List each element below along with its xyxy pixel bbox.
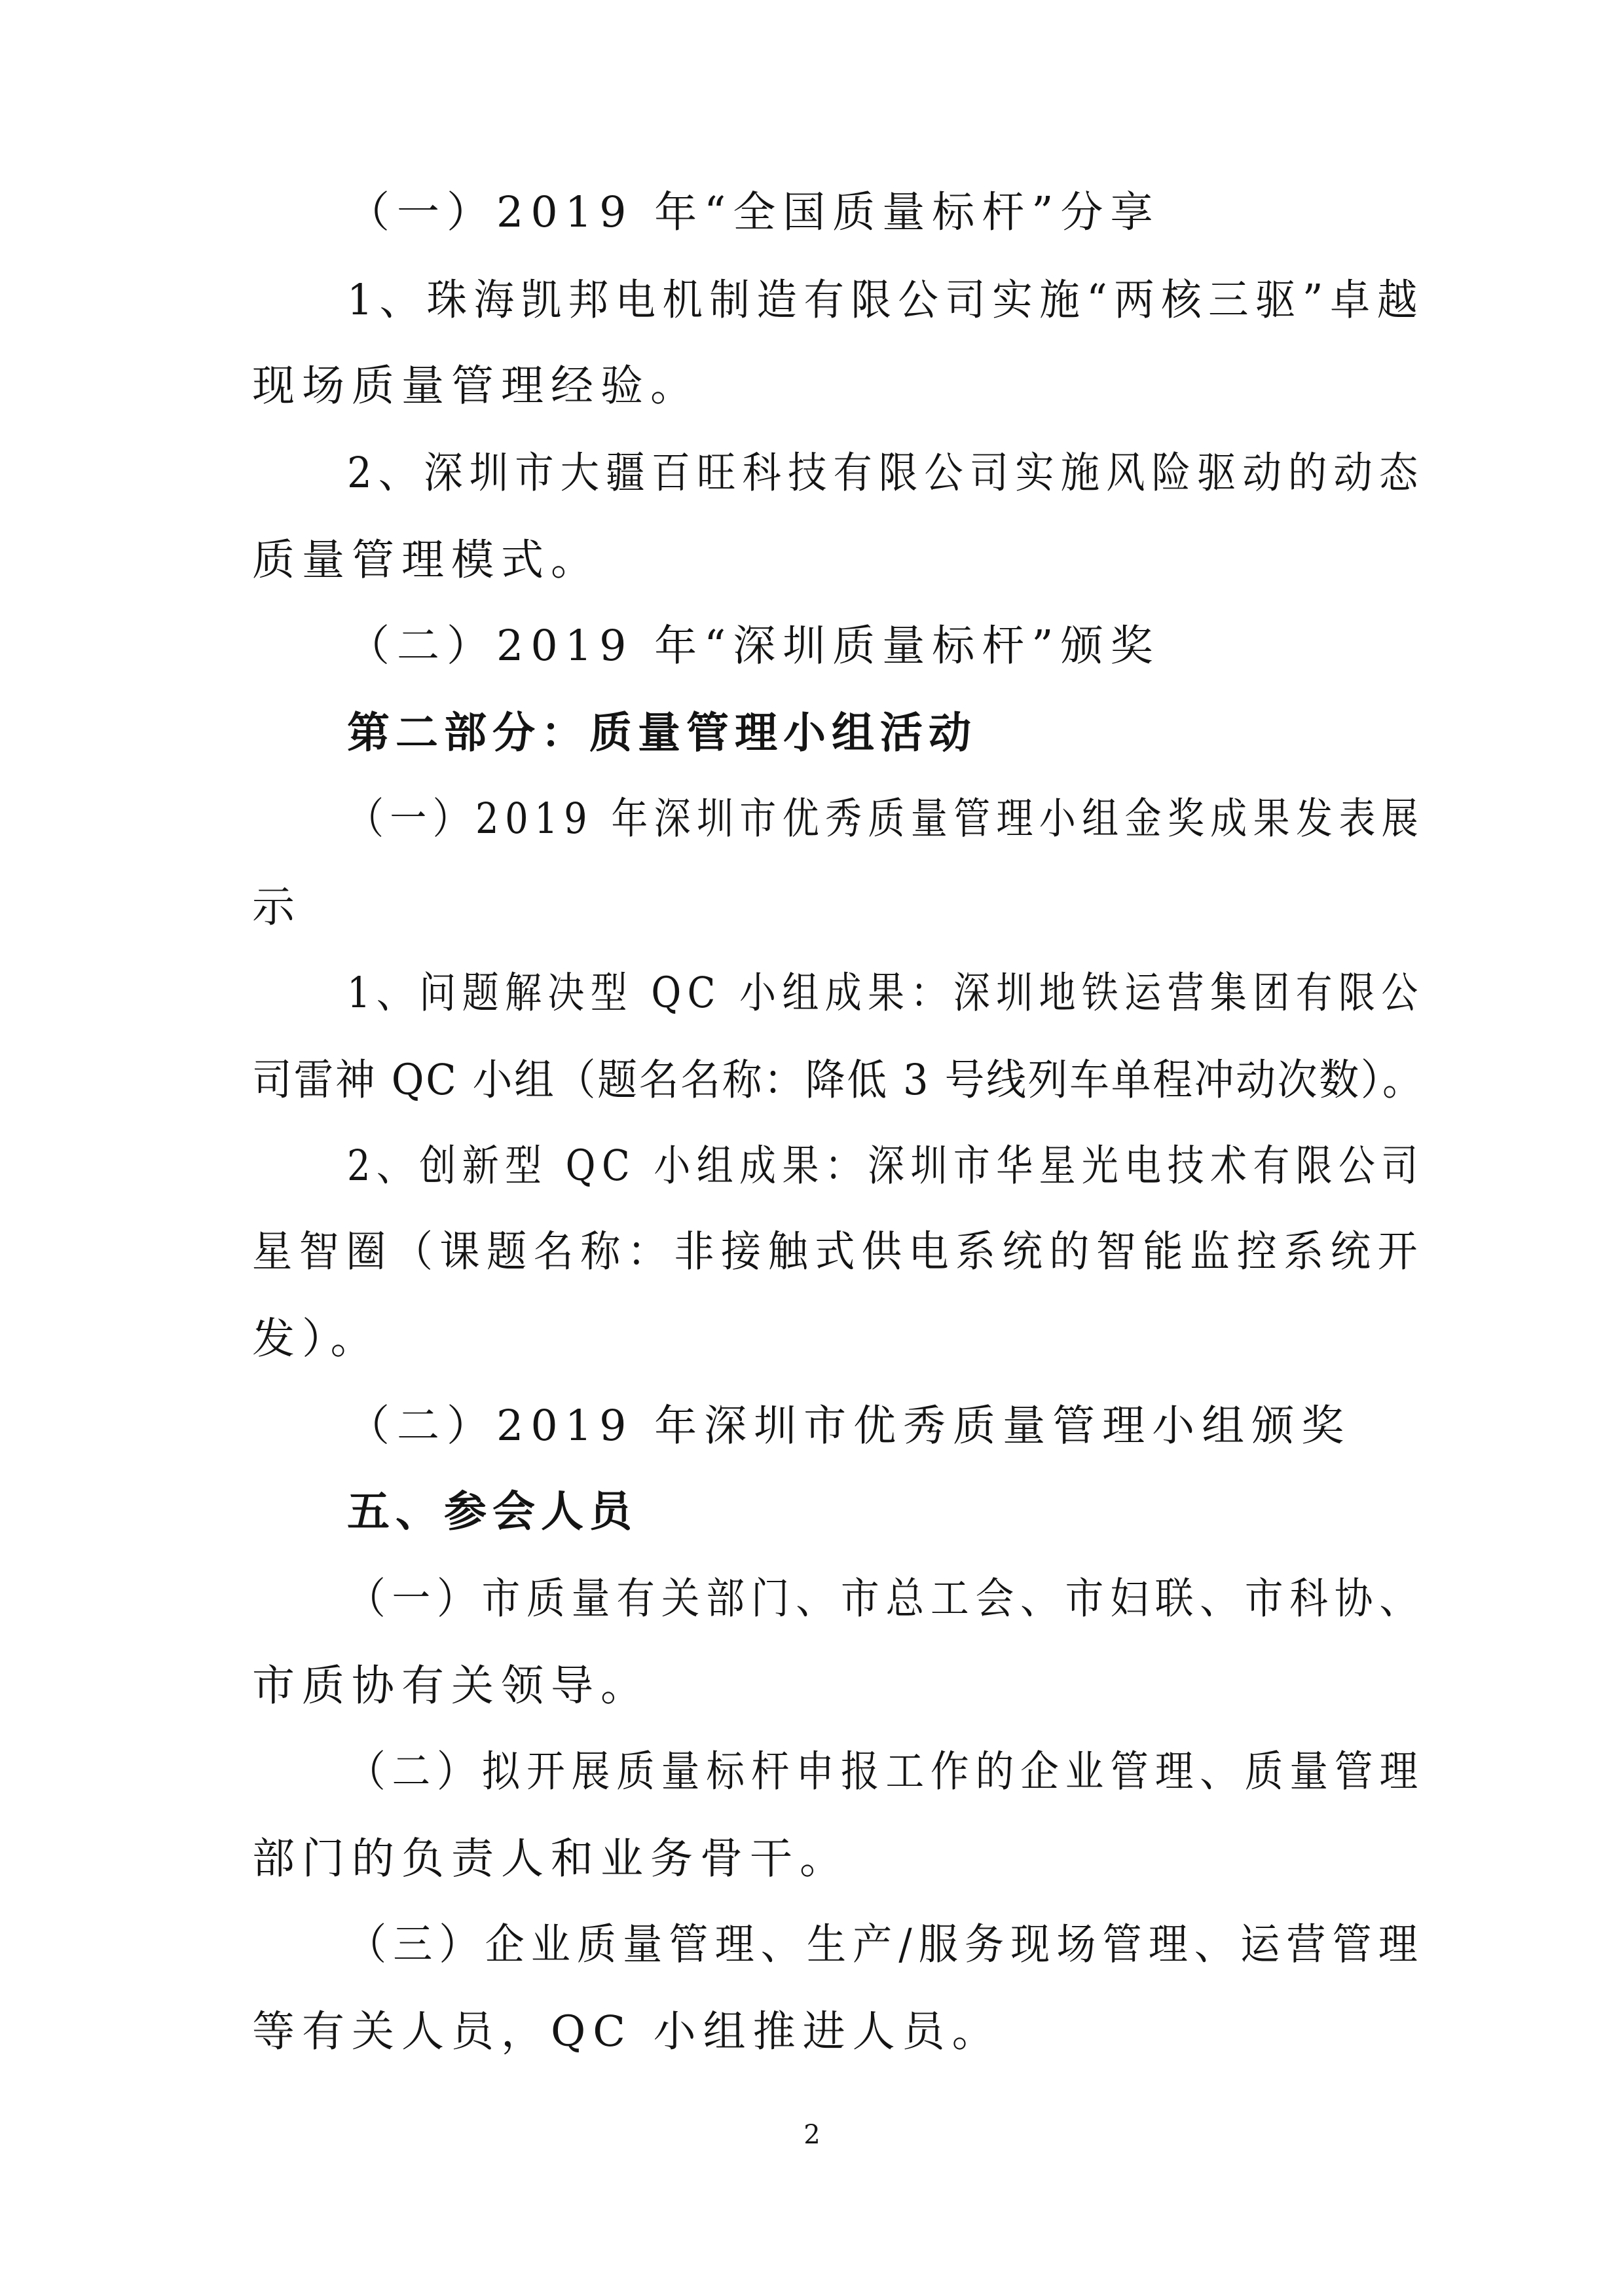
page-number: 2 [803, 2120, 821, 2150]
paragraph-line: 质量管理模式。 [252, 536, 601, 585]
paragraph-line: 星智圈（课题名称：非接触式供电系统的智能监控系统开 [252, 1227, 1425, 1276]
paragraph-line: 市质协有关领导。 [252, 1661, 651, 1711]
paragraph-line: 等有关人员，QC 小组推进人员。 [252, 2007, 1002, 2056]
paragraph-line: 司雷神 QC 小组（题名名称：降低 3 号线列车单程冲动次数）。 [252, 1056, 1424, 1105]
paragraph-line: 2、创新型 QC 小组成果：深圳市华星光电技术有限公司 [347, 1141, 1424, 1191]
paragraph-line: 1、珠海凯邦电机制造有限公司实施“两核三驱”卓越 [347, 276, 1424, 325]
subsection-heading-quality-benchmark-sharing: （一）2019 年“全国质量标杆”分享 [347, 188, 1160, 237]
subsection-heading-shenzhen-benchmark-award: （二）2019 年“深圳质量标杆”颁奖 [347, 621, 1160, 671]
paragraph-line: 示 [252, 883, 303, 932]
paragraph-line: （三）企业质量管理、生产/服务现场管理、运营管理 [347, 1920, 1424, 1969]
paragraph-line: 发）。 [252, 1314, 380, 1363]
subsection-heading-qc-award: （二）2019 年深圳市优秀质量管理小组颁奖 [347, 1401, 1352, 1451]
section-heading-attendees: 五、参会人员 [347, 1487, 638, 1536]
paragraph-line: 1、问题解决型 QC 小组成果：深圳地铁运营集团有限公 [347, 969, 1424, 1018]
part-heading-qc-group-activity: 第二部分：质量管理小组活动 [347, 709, 978, 758]
paragraph-line: 现场质量管理经验。 [252, 361, 701, 411]
paragraph-line: （一）市质量有关部门、市总工会、市妇联、市科协、 [347, 1574, 1425, 1623]
paragraph-line: 部门的负责人和业务骨干。 [252, 1834, 850, 1883]
paragraph-line: （二）拟开展质量标杆申报工作的企业管理、质量管理 [347, 1747, 1425, 1796]
paragraph-line: 2、深圳市大疆百旺科技有限公司实施风险驱动的动态 [347, 449, 1425, 498]
subsection-heading-qc-gold-award-presentation: （一）2019 年深圳市优秀质量管理小组金奖成果发表展 [347, 794, 1425, 843]
